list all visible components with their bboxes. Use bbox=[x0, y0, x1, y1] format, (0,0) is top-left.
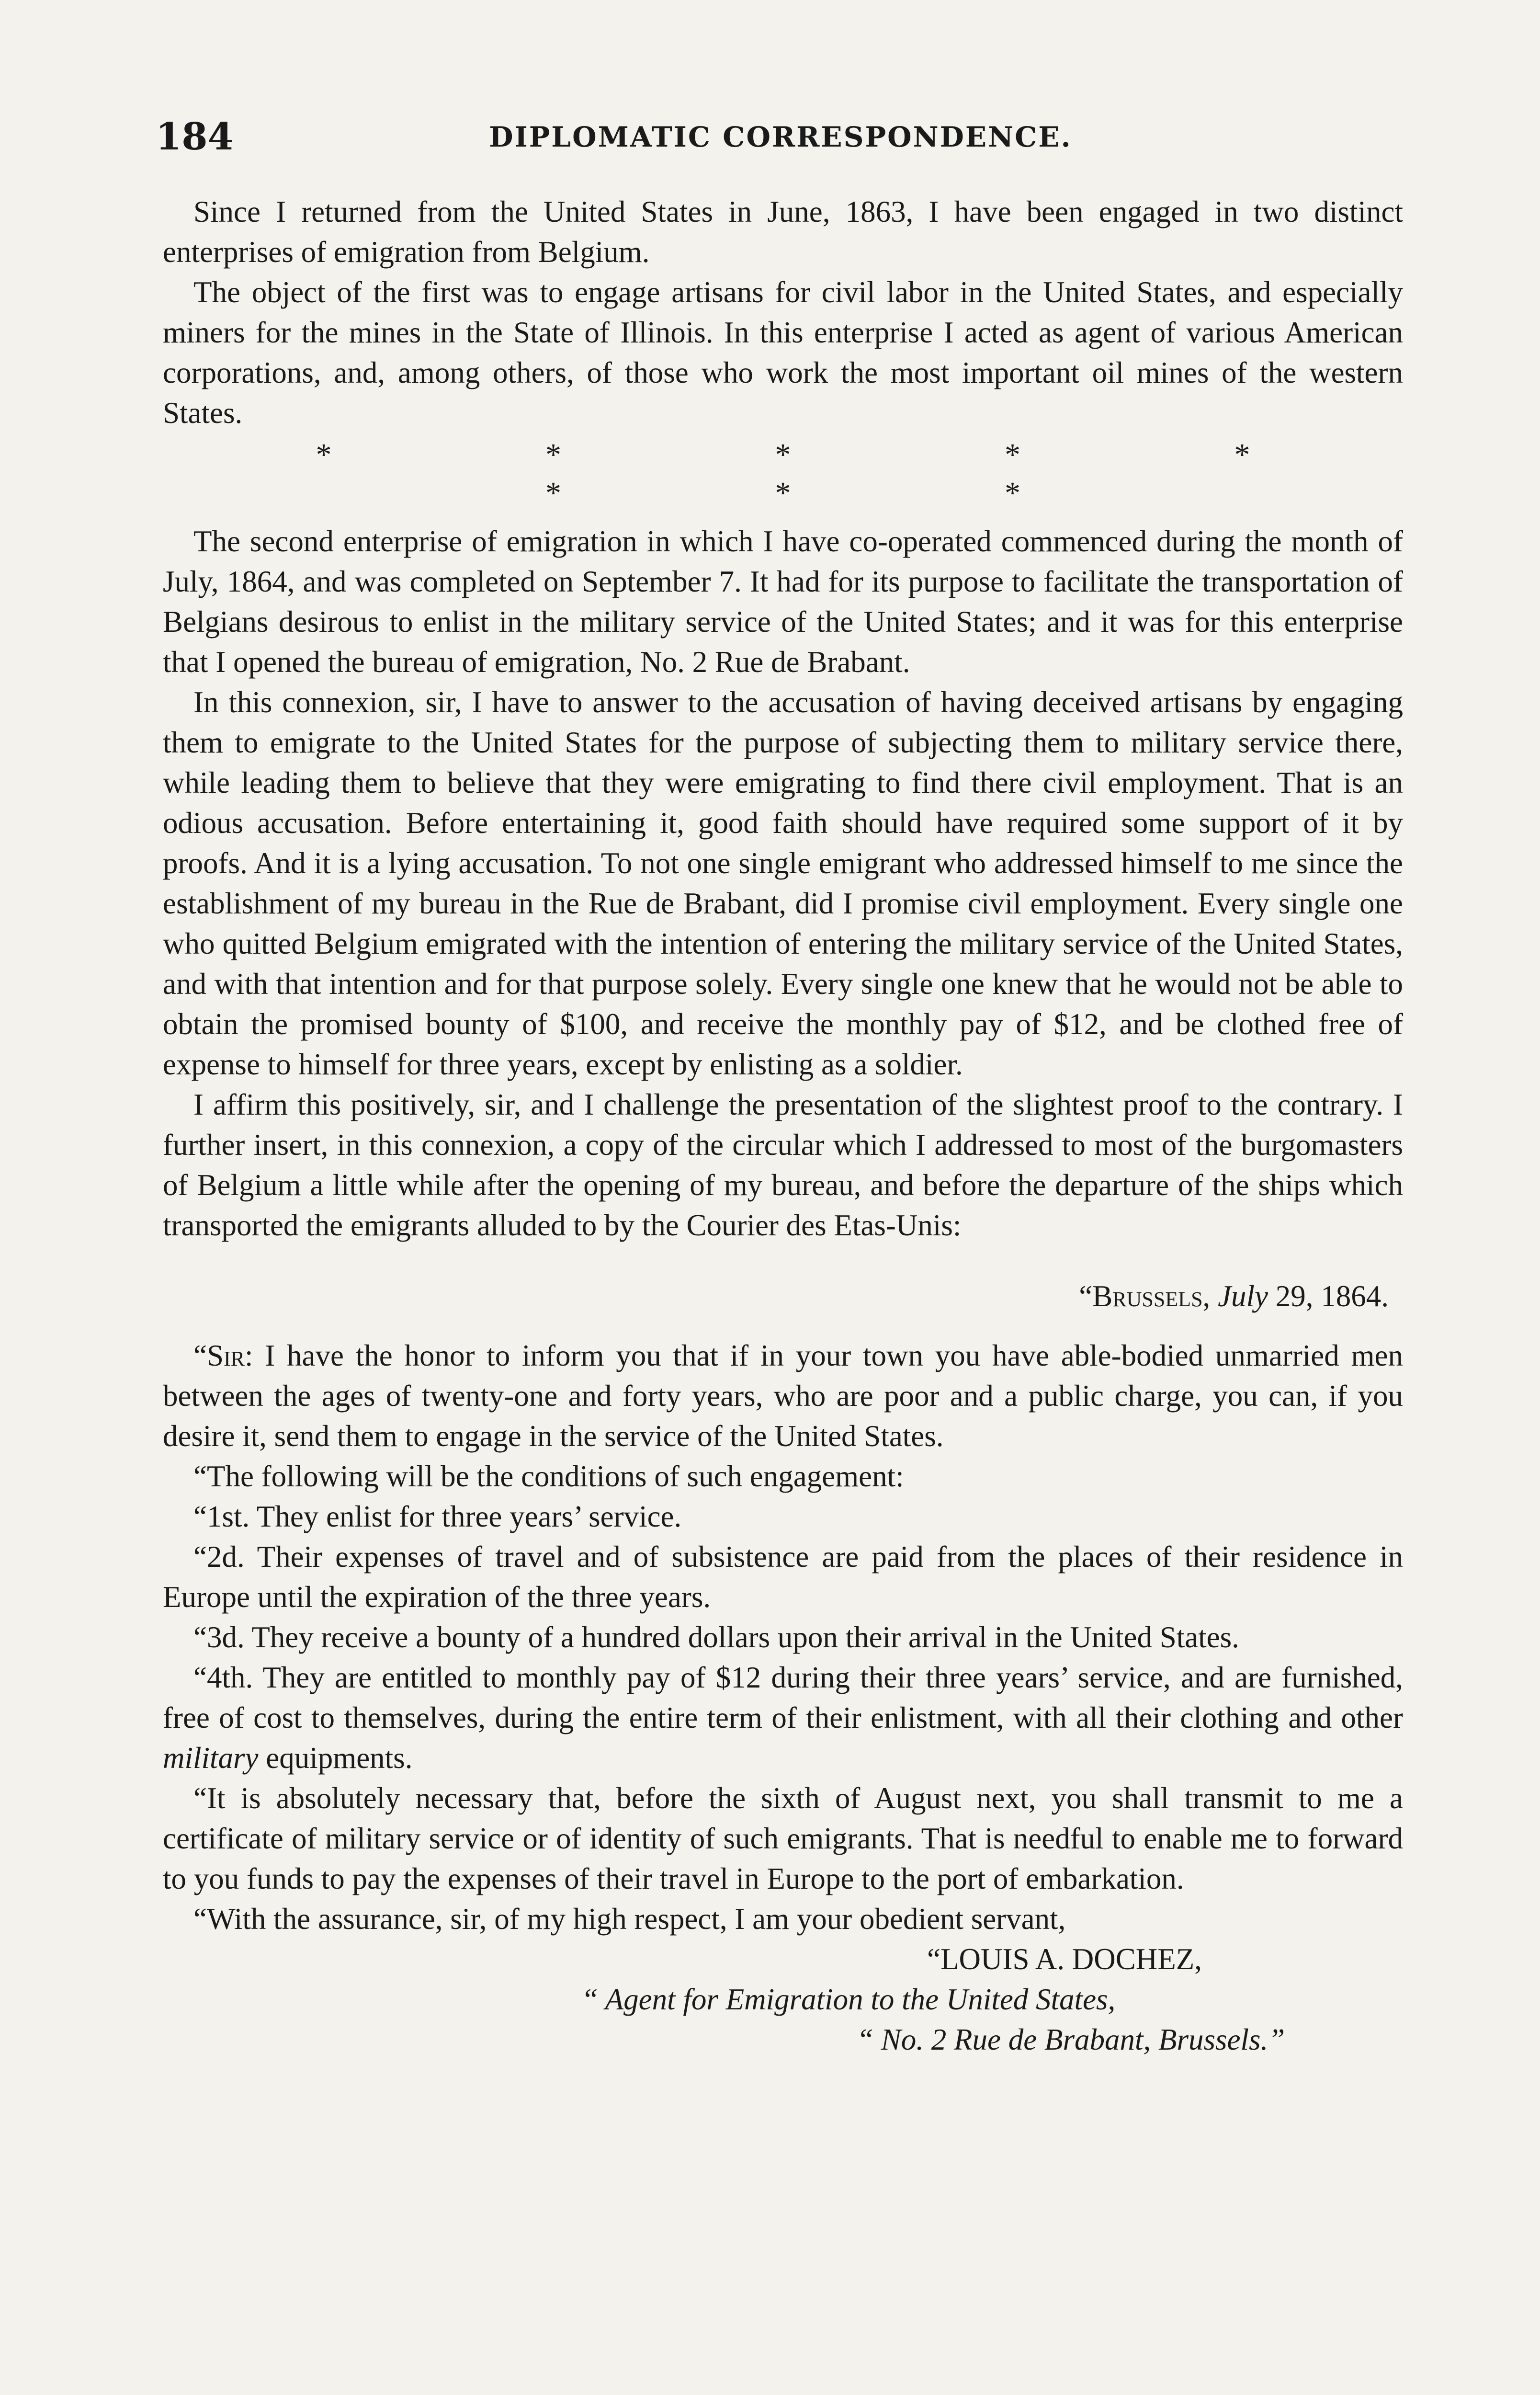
letter-conditions-lead: “The following will be the conditions of such engagement: bbox=[193, 1460, 904, 1493]
condition-4 bbox=[163, 1657, 1403, 1778]
letter-salutation: “Sir: bbox=[193, 1339, 253, 1372]
paragraph-first-enterprise: The object of the first was to engage artisans for civil labor in the United States, and especially miners for the mines in the State of Illinois. In this enterprise I acted as agent of various American corporations, and, among others, of those who work the most important oil mines of the western States. bbox=[163, 275, 1403, 430]
condition-4-text: “4th. They are entitled to monthly pay of $12 during their three years’ service, and are furnished, free of cost to themselves, during the entire term of their enlistment, with all their clothing and other bbox=[163, 1661, 1403, 1734]
paragraph-first-enterprise-intro: Since I returned from the United States in June, 1863, I have been engaged in two distinct enterprises of emigration from Belgium. bbox=[163, 195, 1403, 269]
letter-requirement: “It is absolutely necessary that, before the sixth of August next, you shall transmit to me a certificate of military service or of identity of such emigrants. That is needful to enable me to forward to you funds to pay the expenses of their travel in Europe to the port of embarkation. bbox=[163, 1781, 1403, 1895]
letter-dateline bbox=[163, 1276, 1403, 1316]
condition-3: “3d. They receive a bounty of a hundred dollars upon their arrival in the United States. bbox=[193, 1620, 1239, 1654]
letter-paragraph-intro bbox=[163, 1335, 1403, 1456]
condition-4-end: equipments. bbox=[258, 1741, 413, 1775]
letter-closing: “With the assurance, sir, of my high respect, I am your obedient servant, bbox=[193, 1902, 1066, 1936]
dateline-city: Brussels, bbox=[1092, 1279, 1211, 1313]
dateline-quote: “ bbox=[1079, 1279, 1093, 1313]
running-title: DIPLOMATIC CORRESPONDENCE. bbox=[489, 121, 1072, 153]
body-text bbox=[163, 192, 1403, 2060]
letter-intro-text: I have the honor to inform you that if in your town you have able-bodied unmarried men between the ages of twenty-one and forty years, who are poor and a public charge, you can, if you desire it, send them to engage in the service of the United States. bbox=[163, 1339, 1403, 1453]
page-number: 184 bbox=[156, 115, 234, 159]
signature-title: “ Agent for Emigration to the United States, bbox=[581, 1983, 1116, 2016]
spacer bbox=[163, 1245, 1403, 1276]
dateline-month: July bbox=[1218, 1279, 1268, 1313]
paragraph-affirmation: I affirm this positively, sir, and I challenge the presentation of the slightest proof to the contrary. I further insert, in this connexion, a copy of the circular which I addressed to most of the burgomasters of Belgium a little while after the opening of my bureau, and before the departure of the ships which transported the emigrants alluded to by the Courier des Etas-Unis: bbox=[163, 1088, 1403, 1242]
condition-4-italic: military bbox=[163, 1741, 259, 1775]
paragraph-accusation: In this connexion, sir, I have to answer to the accusation of having deceived artisans by engaging them to emigrate to the United States for the purpose of subjecting them to military service there, while leading them to believe that they were emigrating to find there civil employment. That is an odious accusation. Before entertaining it, good faith should have required some support of it by proofs. And it is a lying accusation. To not one single emigrant who addressed himself to me since the establishment of my bureau in the Rue de Brabant, did I promise civil employment. Every single one who quitted Belgium emigrated with the intention of entering the military service of the United States, and with that intention and for that purpose solely. Every single one knew that he would not be able to obtain the promised bounty of $100, and receive the monthly pay of $12, and be clothed free of expense to himself for three years, except by enlisting as a soldier. bbox=[163, 685, 1403, 1081]
paragraph-second-enterprise: The second enterprise of emigration in which I have co-operated commenced during the month of July, 1864, and was completed on September 7. It had for its purpose to facilitate the transportation of Belgians desirous to enlist in the military service of the United States; and it was for this enterprise that I opened the bureau of emigration, No. 2 Rue de Brabant. bbox=[163, 525, 1403, 679]
page-header bbox=[156, 115, 1405, 168]
section-break-stars: * * * * * * * * bbox=[316, 437, 1353, 511]
condition-2: “2d. Their expenses of travel and of subsistence are paid from the places of their residence in Europe until the expiration of the three years. bbox=[163, 1540, 1403, 1614]
dateline-rest: 29, 1864. bbox=[1268, 1279, 1389, 1313]
signature-name: “LOUIS A. DOCHEZ, bbox=[927, 1942, 1202, 1976]
signature-address: “ No. 2 Rue de Brabant, Brussels.” bbox=[857, 2023, 1285, 2056]
condition-1: “1st. They enlist for three years’ service. bbox=[193, 1500, 682, 1533]
